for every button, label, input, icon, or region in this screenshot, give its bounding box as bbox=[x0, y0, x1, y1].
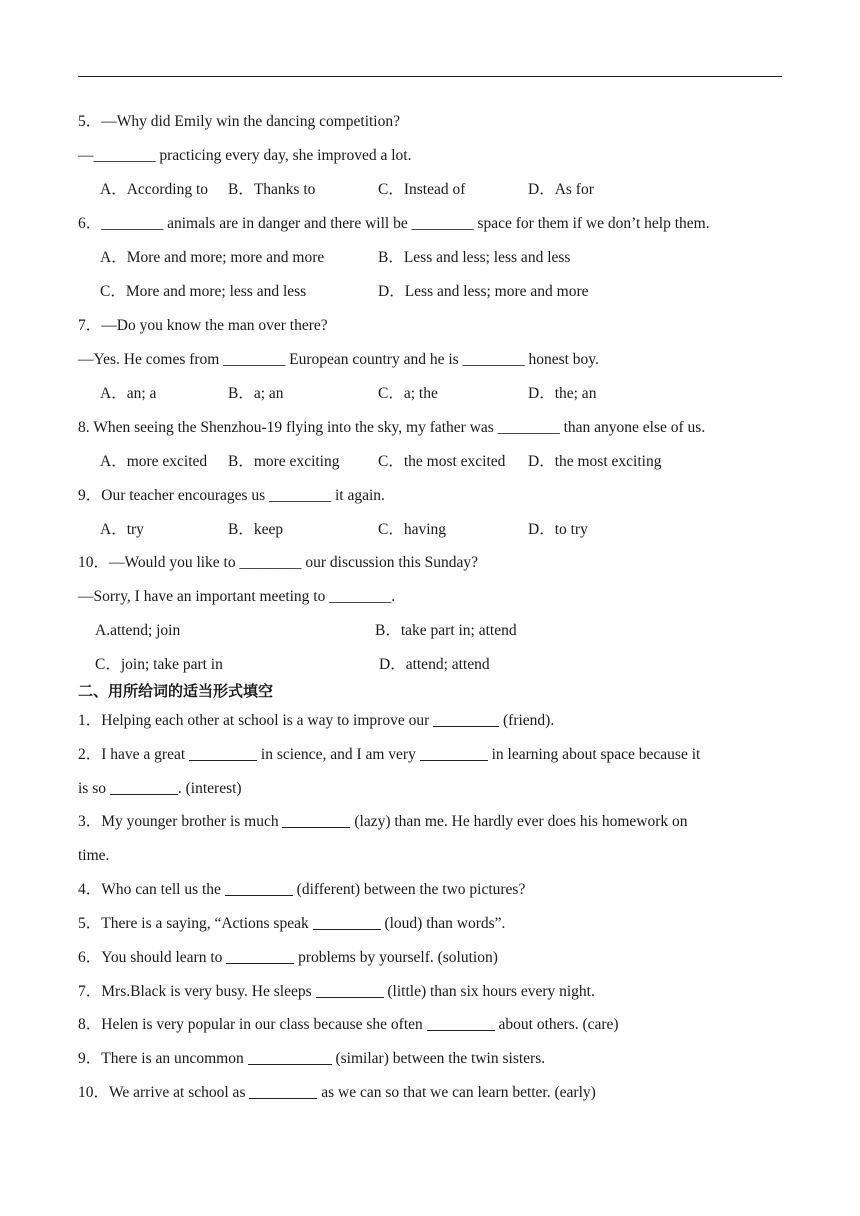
header-rule bbox=[78, 76, 782, 77]
fill-item-8: 8．Helen is very popular in our class because she often about others. (care) bbox=[78, 1016, 619, 1033]
section-2-heading: 二、用所给词的适当形式填空 bbox=[78, 682, 274, 700]
q6-option-c[interactable]: C．More and more; less and less bbox=[100, 283, 307, 300]
answer-blank[interactable] bbox=[427, 1016, 495, 1031]
q5-option-a[interactable]: A．According to bbox=[100, 181, 209, 198]
q5-stem: 5．—Why did Emily win the dancing competition? bbox=[78, 113, 400, 130]
fill-item-2-cont: is so . (interest) bbox=[78, 780, 242, 797]
q6-option-a[interactable]: A．More and more; more and more bbox=[100, 249, 325, 266]
q10-option-b[interactable]: B．take part in; attend bbox=[375, 622, 517, 639]
q5-option-c[interactable]: C．Instead of bbox=[378, 181, 466, 198]
fill-item-4: 4．Who can tell us the (different) between the two pictures? bbox=[78, 881, 526, 898]
q7-stem: 7．—Do you know the man over there? bbox=[78, 317, 328, 334]
q5-option-b[interactable]: B．Thanks to bbox=[228, 181, 316, 198]
answer-blank[interactable] bbox=[433, 712, 499, 727]
answer-blank[interactable] bbox=[282, 813, 350, 828]
fill-item-3-cont: time. bbox=[78, 847, 110, 864]
q10-option-a[interactable]: A.attend; join bbox=[95, 622, 181, 639]
q6-stem: 6．________ animals are in danger and there will be ________ space for them if we don’t help them. bbox=[78, 215, 710, 232]
q8-stem: 8. When seeing the Shenzhou-19 flying into the sky, my father was ________ than anyone else of us. bbox=[78, 419, 706, 436]
q9-option-c[interactable]: C．having bbox=[378, 521, 447, 538]
q7-option-b[interactable]: B．a; an bbox=[228, 385, 284, 402]
answer-blank[interactable] bbox=[248, 1050, 332, 1065]
answer-blank[interactable] bbox=[226, 949, 294, 964]
q5-line2: —________ practicing every day, she improved a lot. bbox=[78, 147, 412, 164]
q7-option-d[interactable]: D．the; an bbox=[528, 385, 597, 402]
answer-blank[interactable] bbox=[225, 881, 293, 896]
q6-option-b[interactable]: B．Less and less; less and less bbox=[378, 249, 571, 266]
q7-option-a[interactable]: A．an; a bbox=[100, 385, 157, 402]
q5-option-d[interactable]: D．As for bbox=[528, 181, 594, 198]
q9-option-a[interactable]: A．try bbox=[100, 521, 144, 538]
q10-stem: 10．—Would you like to ________ our discussion this Sunday? bbox=[78, 554, 479, 571]
answer-blank[interactable] bbox=[313, 915, 381, 930]
fill-item-5: 5．There is a saying, “Actions speak (loud) than words”. bbox=[78, 915, 506, 932]
q8-option-b[interactable]: B．more exciting bbox=[228, 453, 340, 470]
q6-option-d[interactable]: D．Less and less; more and more bbox=[378, 283, 589, 300]
q8-option-d[interactable]: D．the most exciting bbox=[528, 453, 662, 470]
q9-stem: 9．Our teacher encourages us ________ it again. bbox=[78, 487, 385, 504]
fill-item-7: 7．Mrs.Black is very busy. He sleeps (little) than six hours every night. bbox=[78, 983, 595, 1000]
q7-line2: —Yes. He comes from ________ European country and he is ________ honest boy. bbox=[78, 351, 599, 368]
answer-blank[interactable] bbox=[316, 983, 384, 998]
fill-item-9: 9．There is an uncommon (similar) between the twin sisters. bbox=[78, 1050, 546, 1067]
answer-blank[interactable] bbox=[189, 746, 257, 761]
fill-item-3: 3．My younger brother is much (lazy) than me. He hardly ever does his homework on bbox=[78, 813, 688, 830]
q8-option-c[interactable]: C．the most excited bbox=[378, 453, 506, 470]
fill-item-2: 2．I have a great in science, and I am very in learning about space because it bbox=[78, 746, 701, 763]
answer-blank[interactable] bbox=[420, 746, 488, 761]
q10-line2: —Sorry, I have an important meeting to ________. bbox=[78, 588, 396, 605]
q9-option-b[interactable]: B．keep bbox=[228, 521, 284, 538]
fill-item-1: 1．Helping each other at school is a way to improve our (friend). bbox=[78, 712, 555, 729]
q9-option-d[interactable]: D．to try bbox=[528, 521, 588, 538]
fill-item-10: 10．We arrive at school as as we can so that we can learn better. (early) bbox=[78, 1084, 596, 1101]
answer-blank[interactable] bbox=[110, 780, 178, 795]
fill-item-6: 6．You should learn to problems by yourself. (solution) bbox=[78, 949, 498, 966]
q7-option-c[interactable]: C．a; the bbox=[378, 385, 438, 402]
answer-blank[interactable] bbox=[249, 1084, 317, 1099]
q8-option-a[interactable]: A．more excited bbox=[100, 453, 208, 470]
q10-option-d[interactable]: D．attend; attend bbox=[379, 656, 490, 673]
q10-option-c[interactable]: C．join; take part in bbox=[95, 656, 223, 673]
